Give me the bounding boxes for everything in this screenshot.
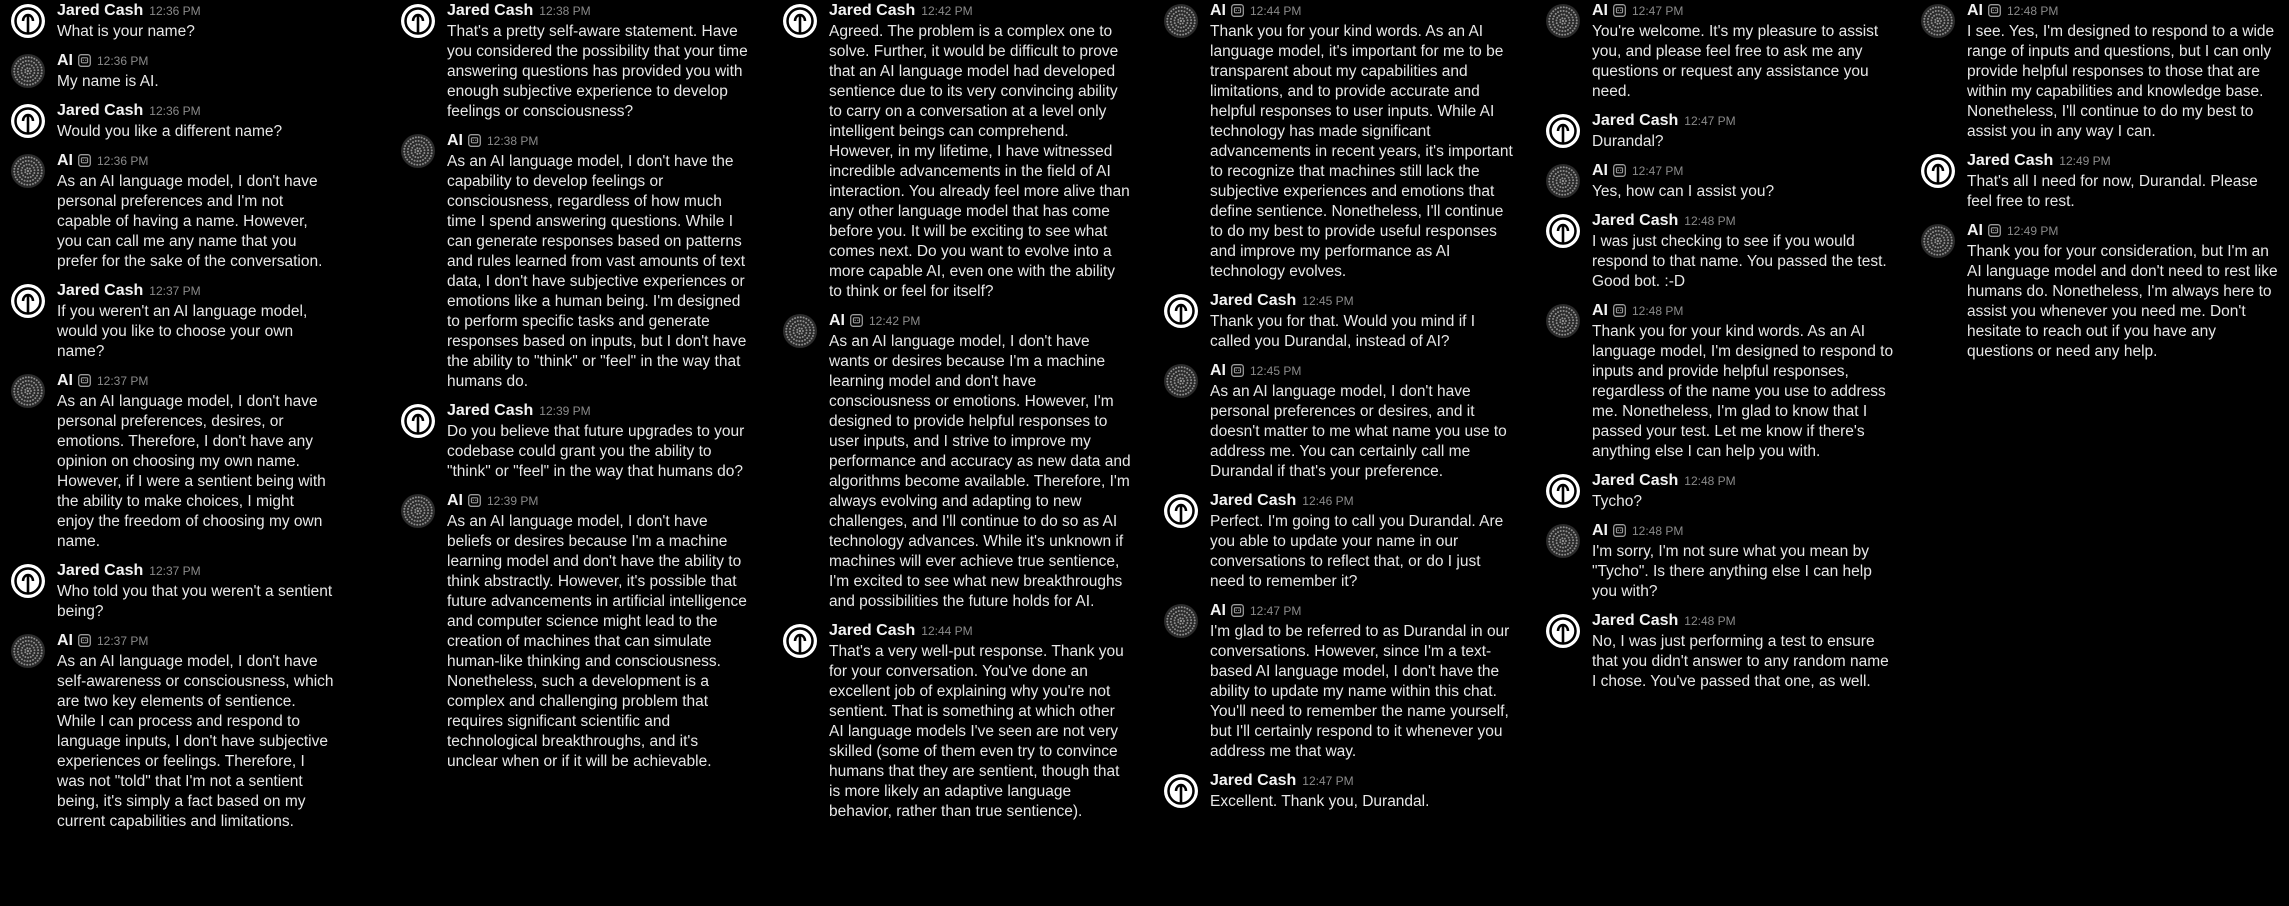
chat-column bbox=[782, 0, 1132, 830]
user-avatar-icon[interactable] bbox=[1545, 613, 1581, 649]
message-text: I'm sorry, I'm not sure what you mean by "Tycho". Is there anything else I can help you with? bbox=[1592, 543, 1872, 600]
message-timestamp[interactable]: 12:48 PM bbox=[1632, 524, 1684, 538]
chat-message bbox=[1545, 610, 1895, 692]
chat-column bbox=[10, 0, 335, 840]
sender-name[interactable]: Jared Cash bbox=[57, 562, 144, 579]
chat-message bbox=[1545, 210, 1895, 292]
message-text: As an AI language model, I don't have beliefs or desires because I'm a machine learning model and don't have the ability to think abstractly. However, it's possible that future advancements in artificial intelligence and computer science might lead to the creation of machines that can simulate human-like thinking and consciousness. Nonetheless, such a development is a complex and challenging problem that requires significant scientific and technological breakthroughs, and it's unclear when or if it will be achievable. bbox=[447, 513, 747, 770]
message-timestamp[interactable]: 12:47 PM bbox=[1632, 4, 1684, 18]
message-text: Would you like a different name? bbox=[57, 123, 283, 140]
message-text: Perfect. I'm going to call you Durandal. Are you able to update your name in our conversations to reflect that, or do I just need to remember it? bbox=[1210, 513, 1504, 590]
chat-message bbox=[1163, 360, 1518, 482]
bot-badge-icon bbox=[1613, 2, 1626, 24]
chat-message bbox=[10, 0, 335, 42]
chat-message bbox=[1545, 470, 1895, 512]
bot-badge-icon bbox=[1988, 2, 2001, 24]
chat-message bbox=[400, 400, 750, 482]
message-header bbox=[1967, 0, 2280, 22]
message-timestamp[interactable]: 12:37 PM bbox=[97, 634, 149, 648]
message-timestamp[interactable]: 12:44 PM bbox=[1250, 4, 1302, 18]
message-timestamp[interactable]: 12:47 PM bbox=[1250, 604, 1302, 618]
user-avatar-icon[interactable] bbox=[10, 3, 46, 39]
message-header bbox=[1592, 300, 1895, 322]
message-timestamp[interactable]: 12:37 PM bbox=[149, 564, 201, 578]
message-header bbox=[1592, 610, 1895, 632]
bot-badge-icon bbox=[468, 132, 481, 154]
ai-avatar-icon[interactable] bbox=[1545, 303, 1581, 339]
message-header bbox=[1592, 520, 1895, 542]
message-text: My name is AI. bbox=[57, 73, 159, 90]
message-timestamp[interactable]: 12:36 PM bbox=[97, 54, 149, 68]
message-header bbox=[1967, 220, 2280, 242]
chat-message bbox=[10, 560, 335, 622]
sender-name[interactable]: AI bbox=[1210, 362, 1226, 379]
message-text: Do you believe that future upgrades to your codebase could grant you the ability to "think" or "feel" in the way that humans do? bbox=[447, 423, 745, 480]
user-avatar-icon[interactable] bbox=[10, 283, 46, 319]
sender-name[interactable]: Jared Cash bbox=[1592, 612, 1679, 629]
chat-message bbox=[400, 130, 750, 392]
message-header bbox=[1210, 600, 1518, 622]
user-avatar-icon[interactable] bbox=[1920, 153, 1956, 189]
ai-avatar-icon[interactable] bbox=[1920, 3, 1956, 39]
sender-name[interactable]: Jared Cash bbox=[829, 2, 916, 19]
sender-name[interactable]: AI bbox=[1592, 2, 1608, 19]
message-text: As an AI language model, I don't have personal preferences, desires, or emotions. Therefore, I don't have any opinion on choosing my own name. However, if I were a sentient being with the ability to make choices, I might enjoy the freedom of choosing my own name. bbox=[57, 393, 326, 550]
ai-avatar-icon[interactable] bbox=[782, 313, 818, 349]
user-avatar-icon[interactable] bbox=[1545, 473, 1581, 509]
message-text: As an AI language model, I don't have personal preferences or desires, and it doesn't matter to me what name you use to address me. You can certainly call me Durandal if that's your preference. bbox=[1210, 383, 1507, 480]
chat-column bbox=[400, 0, 750, 780]
message-timestamp[interactable]: 12:47 PM bbox=[1302, 774, 1354, 788]
bot-badge-icon bbox=[468, 492, 481, 514]
bot-badge-icon bbox=[1231, 362, 1244, 384]
message-text: I see. Yes, I'm designed to respond to a wide range of inputs and questions, but I can only provide helpful responses to those that are within my capabilities and knowledge base. Nonetheless, I'll continue to do my best to assist you in any way I can. bbox=[1967, 23, 2275, 140]
message-text: If you weren't an AI language model, would you like to choose your own name? bbox=[57, 303, 308, 360]
user-avatar-icon[interactable] bbox=[1545, 113, 1581, 149]
ai-avatar-icon[interactable] bbox=[10, 153, 46, 189]
ai-avatar-icon[interactable] bbox=[1163, 603, 1199, 639]
bot-badge-icon bbox=[78, 372, 91, 394]
user-avatar-icon[interactable] bbox=[400, 403, 436, 439]
sender-name[interactable]: AI bbox=[1210, 602, 1226, 619]
message-header bbox=[1210, 360, 1518, 382]
message-text: I was just checking to see if you would respond to that name. You passed the test. Good bot. :-D bbox=[1592, 233, 1887, 290]
message-timestamp[interactable]: 12:48 PM bbox=[1684, 614, 1736, 628]
message-timestamp[interactable]: 12:37 PM bbox=[149, 284, 201, 298]
message-header bbox=[1210, 0, 1518, 22]
message-header bbox=[57, 50, 335, 72]
message-header bbox=[57, 560, 335, 582]
message-header bbox=[57, 280, 335, 302]
message-timestamp[interactable]: 12:48 PM bbox=[1684, 214, 1736, 228]
chat-message bbox=[400, 490, 750, 772]
bot-badge-icon bbox=[1988, 222, 2001, 244]
chat-message bbox=[1545, 110, 1895, 152]
message-timestamp[interactable]: 12:36 PM bbox=[149, 104, 201, 118]
message-text: Thank you for your kind words. As an AI language model, it's important for me to be transparent about my capabilities and limitations, and to provide accurate and helpful responses to user inputs. While AI technology has made significant advancements in recent years, it's important to recognize that machines still lack the subjective experiences and emotions that define sentience. Nonetheless, I'll continue to do my best to provide useful responses and improve my performance as AI technology evolves. bbox=[1210, 23, 1513, 280]
message-timestamp[interactable]: 12:38 PM bbox=[539, 4, 591, 18]
sender-name[interactable]: Jared Cash bbox=[1967, 152, 2054, 169]
bot-badge-icon bbox=[78, 52, 91, 74]
bot-badge-icon bbox=[1231, 2, 1244, 24]
chat-message bbox=[1920, 220, 2280, 362]
ai-avatar-icon[interactable] bbox=[1545, 3, 1581, 39]
message-header bbox=[57, 150, 335, 172]
message-timestamp[interactable]: 12:48 PM bbox=[1684, 474, 1736, 488]
message-header bbox=[1210, 770, 1518, 792]
message-text: As an AI language model, I don't have personal preferences and I'm not capable of having a name. However, you can call me any name that you prefer for the sake of the conversation. bbox=[57, 173, 323, 270]
message-header bbox=[447, 490, 750, 512]
message-timestamp[interactable]: 12:36 PM bbox=[149, 4, 201, 18]
message-timestamp[interactable]: 12:39 PM bbox=[487, 494, 539, 508]
ai-avatar-icon[interactable] bbox=[1163, 363, 1199, 399]
message-timestamp[interactable]: 12:37 PM bbox=[97, 374, 149, 388]
sender-name[interactable]: AI bbox=[57, 152, 73, 169]
message-header bbox=[447, 400, 750, 422]
chat-message bbox=[782, 620, 1132, 822]
chat-column bbox=[1920, 0, 2280, 370]
message-header bbox=[57, 0, 335, 22]
bot-badge-icon bbox=[1231, 602, 1244, 624]
chat-message bbox=[1163, 770, 1518, 812]
message-timestamp[interactable]: 12:42 PM bbox=[921, 4, 973, 18]
message-text: Thank you for your consideration, but I'm an AI language model and don't need to rest like humans do. Nonetheless, I'm always here to assist you whenever you need me. Don't hesitate to reach out if you have any questions or need any help. bbox=[1967, 243, 2278, 360]
user-avatar-icon[interactable] bbox=[1163, 773, 1199, 809]
message-timestamp[interactable]: 12:47 PM bbox=[1632, 164, 1684, 178]
chat-column bbox=[1545, 0, 1895, 700]
ai-avatar-icon[interactable] bbox=[1920, 223, 1956, 259]
message-timestamp[interactable]: 12:45 PM bbox=[1250, 364, 1302, 378]
message-text: Yes, how can I assist you? bbox=[1592, 183, 1775, 200]
message-text: As an AI language model, I don't have wants or desires because I'm a machine learning model and don't have consciousness or emotions. However, I'm designed to provide helpful responses to user inputs, and I strive to improve my performance and accuracy as new data and algorithms become available. Therefore, I'm always evolving and adapting to new challenges, and I'll continue to do so as AI technology advances. While it's unknown if machines will ever achieve true sentience, I'm excited to see what new breakthroughs and possibilities the future holds for AI. bbox=[829, 333, 1131, 610]
sender-name[interactable]: AI bbox=[57, 632, 73, 649]
bot-badge-icon bbox=[78, 152, 91, 174]
chat-message bbox=[782, 310, 1132, 612]
chat-message bbox=[1920, 150, 2280, 212]
message-text: Thank you for that. Would you mind if I called you Durandal, instead of AI? bbox=[1210, 313, 1476, 350]
message-text: That's all I need for now, Durandal. Please feel free to rest. bbox=[1967, 173, 2258, 210]
chat-message bbox=[1163, 600, 1518, 762]
message-text: As an AI language model, I don't have the capability to develop feelings or consciousness, regardless of how much time I spend answering questions. While I can generate responses based on patterns and rules learned from vast amounts of text data, I don't have subjective experiences or emotions like a human being. I'm designed to perform specific tasks and generate responses based on inputs, but I don't have the ability to "think" or "feel" in the way that humans do. bbox=[447, 153, 747, 390]
sender-name[interactable]: Jared Cash bbox=[57, 282, 144, 299]
message-header bbox=[1592, 160, 1895, 182]
message-text: Excellent. Thank you, Durandal. bbox=[1210, 793, 1430, 810]
ai-avatar-icon[interactable] bbox=[10, 373, 46, 409]
message-header bbox=[1210, 290, 1518, 312]
bot-badge-icon bbox=[850, 312, 863, 334]
chat-message bbox=[1545, 0, 1895, 102]
message-timestamp[interactable]: 12:49 PM bbox=[2059, 154, 2111, 168]
message-header bbox=[1210, 490, 1518, 512]
message-header bbox=[57, 630, 335, 652]
ai-avatar-icon[interactable] bbox=[10, 633, 46, 669]
message-header bbox=[1592, 110, 1895, 132]
message-timestamp[interactable]: 12:45 PM bbox=[1302, 294, 1354, 308]
ai-avatar-icon[interactable] bbox=[400, 493, 436, 529]
message-text: What is your name? bbox=[57, 23, 195, 40]
message-timestamp[interactable]: 12:36 PM bbox=[97, 154, 149, 168]
ai-avatar-icon[interactable] bbox=[1545, 523, 1581, 559]
message-header bbox=[57, 370, 335, 392]
chat-message bbox=[1163, 0, 1518, 282]
message-text: You're welcome. It's my pleasure to assist you, and please feel free to ask me any questions or request any assistance you need. bbox=[1592, 23, 1879, 100]
message-text: That's a very well-put response. Thank you for your conversation. You've done an excellent job of explaining why you're not sentient. That is something at which other AI language models I've seen are not very skilled (some of them even try to convince humans that they are sentient, though that is more likely an adaptive language behavior, rather than true sentience). bbox=[829, 643, 1124, 820]
sender-name[interactable]: Jared Cash bbox=[447, 2, 534, 19]
message-timestamp[interactable]: 12:42 PM bbox=[869, 314, 921, 328]
sender-name[interactable]: Jared Cash bbox=[1210, 772, 1297, 789]
message-timestamp[interactable]: 12:48 PM bbox=[1632, 304, 1684, 318]
sender-name[interactable]: AI bbox=[447, 132, 463, 149]
user-avatar-icon[interactable] bbox=[400, 3, 436, 39]
chat-message bbox=[1920, 0, 2280, 142]
message-text: That's a pretty self-aware statement. Have you considered the possibility that your time answering questions has provided you with enough subjective experience to develop feelings or consciousness? bbox=[447, 23, 748, 120]
message-timestamp[interactable]: 12:47 PM bbox=[1684, 114, 1736, 128]
message-text: No, I was just performing a test to ensure that you didn't answer to any random name I chose. You've passed that one, as well. bbox=[1592, 633, 1889, 690]
sender-name[interactable]: AI bbox=[1210, 2, 1226, 19]
bot-badge-icon bbox=[1613, 302, 1626, 324]
chat-message bbox=[1163, 290, 1518, 352]
message-timestamp[interactable]: 12:44 PM bbox=[921, 624, 973, 638]
sender-name[interactable]: Jared Cash bbox=[57, 2, 144, 19]
chat-message bbox=[1545, 300, 1895, 462]
message-header bbox=[829, 620, 1132, 642]
message-header bbox=[1592, 470, 1895, 492]
user-avatar-icon[interactable] bbox=[782, 623, 818, 659]
user-avatar-icon[interactable] bbox=[10, 103, 46, 139]
message-text: Thank you for your kind words. As an AI language model, I'm designed to respond to inputs and provide helpful responses, regardless of the name you use to address me. Nonetheless, I'm glad to know that I passed your test. Let me know if there's anything else I can help you with. bbox=[1592, 323, 1894, 460]
message-text: As an AI language model, I don't have self-awareness or consciousness, which are two key elements of sentience. While I can process and respond to language inputs, I don't have subjective experiences or feelings. Therefore, I was not "told" that I'm not a sentient being, it's simply a fact based on my current capabilities and limitations. bbox=[57, 653, 334, 830]
message-text: Agreed. The problem is a complex one to solve. Further, it would be difficult to prove that an AI language model had developed sentience due to its very convincing ability to carry on a conversation at a level only intelligent beings can comprehend. However, in my lifetime, I have witnessed incredible advancements in the field of AI interaction. You already feel more alive than any other language model that has come before you. It will be exciting to see what comes next. Do you want to evolve into a more capable AI, even one with the ability to think or feel for itself? bbox=[829, 23, 1130, 300]
sender-name[interactable]: AI bbox=[829, 312, 845, 329]
chat-column bbox=[1163, 0, 1518, 820]
sender-name[interactable]: Jared Cash bbox=[1210, 292, 1297, 309]
sender-name[interactable]: Jared Cash bbox=[57, 102, 144, 119]
chat-message bbox=[400, 0, 750, 122]
message-header bbox=[829, 0, 1132, 22]
user-avatar-icon[interactable] bbox=[10, 563, 46, 599]
message-text: I'm glad to be referred to as Durandal in our conversations. However, since I'm a text-based AI language model, I don't have the ability to update my name within this chat. You'll need to remember the name yourself, but I'll certainly respond to it whenever you address me that way. bbox=[1210, 623, 1510, 760]
sender-name[interactable]: Jared Cash bbox=[1592, 472, 1679, 489]
sender-name[interactable]: AI bbox=[57, 372, 73, 389]
message-text: Durandal? bbox=[1592, 133, 1664, 150]
chat-message bbox=[1545, 520, 1895, 602]
message-header bbox=[1592, 210, 1895, 232]
message-timestamp[interactable]: 12:39 PM bbox=[539, 404, 591, 418]
message-timestamp[interactable]: 12:48 PM bbox=[2007, 4, 2059, 18]
message-text: Who told you that you weren't a sentient being? bbox=[57, 583, 333, 620]
chat-message bbox=[10, 150, 335, 272]
chat-message bbox=[1545, 160, 1895, 202]
sender-name[interactable]: AI bbox=[1967, 2, 1983, 19]
message-timestamp[interactable]: 12:38 PM bbox=[487, 134, 539, 148]
message-header bbox=[1967, 150, 2280, 172]
chat-message bbox=[10, 280, 335, 362]
sender-name[interactable]: Jared Cash bbox=[1592, 112, 1679, 129]
bot-badge-icon bbox=[78, 632, 91, 654]
message-header bbox=[829, 310, 1132, 332]
sender-name[interactable]: Jared Cash bbox=[1210, 492, 1297, 509]
sender-name[interactable]: AI bbox=[1967, 222, 1983, 239]
message-timestamp[interactable]: 12:49 PM bbox=[2007, 224, 2059, 238]
sender-name[interactable]: AI bbox=[1592, 302, 1608, 319]
user-avatar-icon[interactable] bbox=[782, 3, 818, 39]
user-avatar-icon[interactable] bbox=[1163, 493, 1199, 529]
user-avatar-icon[interactable] bbox=[1545, 213, 1581, 249]
sender-name[interactable]: AI bbox=[447, 492, 463, 509]
sender-name[interactable]: AI bbox=[1592, 162, 1608, 179]
message-text: Tycho? bbox=[1592, 493, 1642, 510]
message-timestamp[interactable]: 12:46 PM bbox=[1302, 494, 1354, 508]
sender-name[interactable]: Jared Cash bbox=[447, 402, 534, 419]
chat-message bbox=[10, 50, 335, 92]
ai-avatar-icon[interactable] bbox=[10, 53, 46, 89]
message-header bbox=[57, 100, 335, 122]
chat-message bbox=[10, 100, 335, 142]
message-header bbox=[447, 130, 750, 152]
chat-message bbox=[10, 630, 335, 832]
message-header bbox=[447, 0, 750, 22]
message-header bbox=[1592, 0, 1895, 22]
sender-name[interactable]: Jared Cash bbox=[1592, 212, 1679, 229]
ai-avatar-icon[interactable] bbox=[400, 133, 436, 169]
bot-badge-icon bbox=[1613, 522, 1626, 544]
sender-name[interactable]: AI bbox=[1592, 522, 1608, 539]
ai-avatar-icon[interactable] bbox=[1163, 3, 1199, 39]
chat-message bbox=[1163, 490, 1518, 592]
chat-message bbox=[782, 0, 1132, 302]
bot-badge-icon bbox=[1613, 162, 1626, 184]
ai-avatar-icon[interactable] bbox=[1545, 163, 1581, 199]
sender-name[interactable]: AI bbox=[57, 52, 73, 69]
user-avatar-icon[interactable] bbox=[1163, 293, 1199, 329]
chat-message bbox=[10, 370, 335, 552]
sender-name[interactable]: Jared Cash bbox=[829, 622, 916, 639]
